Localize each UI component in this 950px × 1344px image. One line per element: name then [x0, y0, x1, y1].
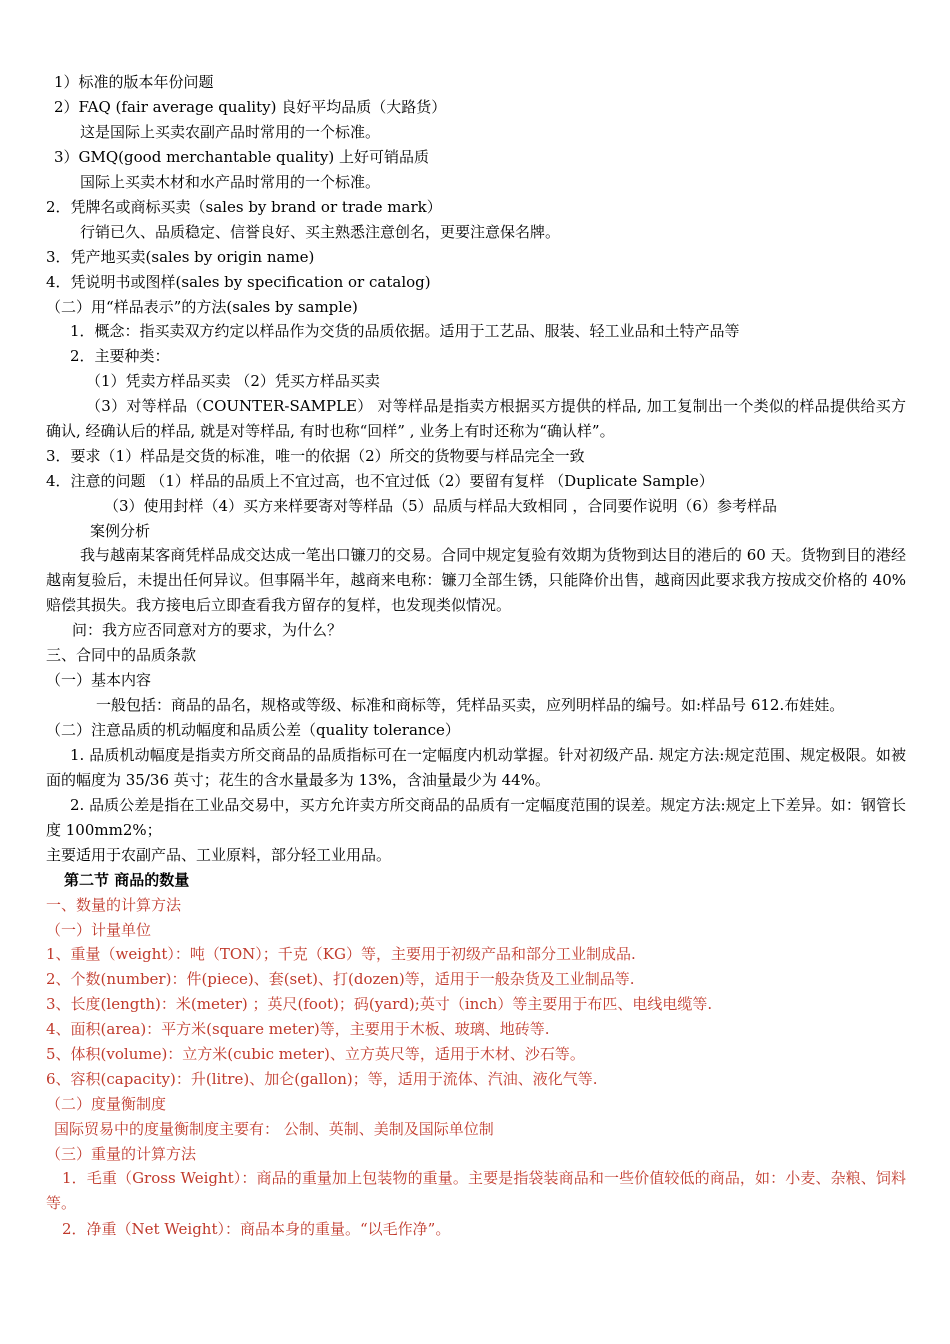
text-line: 案例分析 [90, 522, 151, 540]
text-line: 2、个数(number)：件(piece)、套(set)、打(dozen)等，适用于一般杂货及工业制品等. [46, 970, 635, 988]
section-heading: （二）注意品质的机动幅度和品质公差（quality tolerance） [46, 721, 460, 739]
text-line: 3）GMQ(good merchantable quality) 上好可销品质 [54, 148, 429, 166]
section-heading: （二）度量衡制度 [46, 1095, 167, 1113]
section-heading: （一）计量单位 [46, 921, 152, 939]
text-line: 这是国际上买卖农副产品时常用的一个标准。 [80, 123, 381, 141]
text-line: 3．凭产地买卖(sales by origin name) [46, 248, 315, 266]
section-heading: （三）重量的计算方法 [46, 1145, 197, 1163]
text-line: 一般包括：商品的品名，规格或等级、标准和商标等，凭样品买卖，应列明样品的编号。如:样品号 612.布娃娃。 [96, 696, 845, 714]
text-line: 4、面积(area)：平方米(square meter)等，主要用于木板、玻璃、地砖等. [46, 1020, 550, 1038]
paragraph: 1．毛重（Gross Weight）：商品的重量加上包装物的重量。主要是指袋装商品和一些价值较低的商品，如：小麦、杂粮、饲料等。 [46, 1169, 906, 1212]
text-line: （1）凭卖方样品买卖 （2）凭买方样品买卖 [86, 372, 380, 390]
section-title: 第二节 商品的数量 [64, 871, 190, 889]
text-line: 3、长度(length)：米(meter) ；英尺(foot)；码(yard);英寸（inch）等主要用于布匹、电线电缆等. [46, 995, 713, 1013]
text-line: 国际上买卖木材和水产品时常用的一个标准。 [80, 173, 381, 191]
text-line: 4．凭说明书或图样(sales by specification or catalog) [46, 273, 431, 291]
text-line: 3．要求（1）样品是交货的标准，唯一的依据（2）所交的货物要与样品完全一致 [46, 447, 585, 465]
paragraph: 2. 品质公差是指在工业品交易中，买方允许卖方所交商品的品质有一定幅度范围的误差。规定方法:规定上下差异。如：钢管长度 100mm2%； [46, 796, 906, 839]
text-line: 主要适用于农副产品、工业原料，部分轻工业用品。 [46, 846, 392, 864]
text-line: 问：我方应否同意对方的要求，为什么？ [72, 621, 343, 639]
text-line: 1．概念：指买卖双方约定以样品作为交货的品质依据。适用于工艺品、服装、轻工业品和土特产品等 [70, 322, 740, 340]
text-line: 2）FAQ (fair average quality) 良好平均品质（大路货） [54, 98, 447, 116]
text-line: （3）使用封样（4）买方来样要寄对等样品（5）品质与样品大致相同 ，合同要作说明（6）参考样品 [104, 497, 777, 515]
section-heading: 一、数量的计算方法 [46, 896, 182, 914]
text-line: 1、重量（weight）：吨（TON）；千克（KG）等，主要用于初级产品和部分工业制成品. [46, 945, 636, 963]
text-line: 4．注意的问题 （1）样品的品质上不宜过高，也不宜过低（2）要留有复样 （Duplicate Sample） [46, 472, 714, 490]
section-heading: 三、合同中的品质条款 [46, 646, 197, 664]
text-line: 2．凭牌名或商标买卖（sales by brand or trade mark） [46, 198, 442, 216]
text-line: 1）标准的版本年份问题 [54, 73, 214, 91]
section-heading: （二）用“样品表示”的方法(sales by sample) [46, 298, 358, 316]
text-line: 5、体积(volume)：立方米(cubic meter)、立方英尺等，适用于木材、沙石等。 [46, 1045, 585, 1063]
paragraph: （3）对等样品（COUNTER-SAMPLE） 对等样品是指卖方根据买方提供的样品, 加工复制出一个类似的样品提供给买方确认, 经确认后的样品, 就是对等样品, 有时也称“回样” , 业务上有时还称为“确认样”。 [46, 397, 906, 440]
paragraph: 1. 品质机动幅度是指卖方所交商品的品质指标可在一定幅度内机动掌握。针对初级产品. 规定方法:规定范围、规定极限。如被面的幅度为 35/36 英寸；花生的含水量最多为 13%，含油量最少为 44%。 [46, 746, 906, 789]
text-line: 2．净重（Net Weight）：商品本身的重量。“以毛作净”。 [62, 1220, 451, 1238]
text-line: 行销已久、品质稳定、信誉良好、买主熟悉注意创名，更要注意保名牌。 [80, 223, 561, 241]
section-heading: （一）基本内容 [46, 671, 152, 689]
text-line: 6、容积(capacity)：升(litre)、加仑(gallon)；等，适用于流体、汽油、液化气等. [46, 1070, 598, 1088]
text-line: 国际贸易中的度量衡制度主要有： 公制、英制、美制及国际单位制 [54, 1120, 494, 1138]
text-line: 2．主要种类： [70, 347, 170, 365]
paragraph: 我与越南某客商凭样品成交达成一笔出口镰刀的交易。合同中规定复验有效期为货物到达目的港后的 60 天。货物到目的港经越南复验后，未提出任何异议。但事隔半年，越商来电称：镰刀全部生锈，只能降价出售，越商因此要求我方按成交价格的 40%赔偿其损失。我方接电后立即查看我方留存的复样，也发现类似情况。 [46, 546, 906, 614]
